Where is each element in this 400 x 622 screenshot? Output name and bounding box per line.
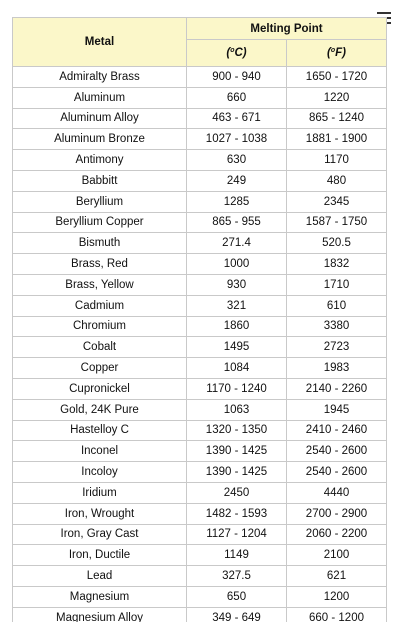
fahrenheit-cell: 4440 [287,482,387,503]
header-unit-c: ($^o$C) [187,40,287,67]
table-row [13,420,387,441]
fahrenheit-cell: 2140 - 2260 [287,378,387,399]
header-metal: Metal [13,18,187,67]
fahrenheit-cell: 1587 - 1750 [287,212,387,233]
table-row [13,358,387,379]
fahrenheit-cell: 621 [287,566,387,587]
table-row [13,607,387,622]
metal-cell: Aluminum Alloy [13,108,187,129]
celsius-cell: 1390 - 1425 [187,462,287,483]
table-row [13,274,387,295]
metal-cell: Admiralty Brass [13,67,187,88]
table-row [13,586,387,607]
celsius-cell: 1320 - 1350 [187,420,287,441]
celsius-cell: 463 - 671 [187,108,287,129]
metal-cell: Iron, Wrought [13,503,187,524]
table-row [13,337,387,358]
table-row [13,129,387,150]
fahrenheit-cell: 1710 [287,274,387,295]
celsius-cell: 249 [187,170,287,191]
metal-cell: Chromium [13,316,187,337]
celsius-cell: 900 - 940 [187,67,287,88]
celsius-cell: 630 [187,150,287,171]
table-row [13,378,387,399]
metal-cell: Magnesium [13,586,187,607]
fahrenheit-cell: 1983 [287,358,387,379]
metal-cell: Brass, Red [13,254,187,275]
table-row [13,67,387,88]
celsius-cell: 650 [187,586,287,607]
fahrenheit-cell: 520.5 [287,233,387,254]
metal-cell: Cobalt [13,337,187,358]
celsius-cell: 1000 [187,254,287,275]
celsius-cell: 271.4 [187,233,287,254]
table-row [13,233,387,254]
metal-cell: Beryllium Copper [13,212,187,233]
table-row [13,295,387,316]
metal-cell: Cadmium [13,295,187,316]
celsius-cell: 327.5 [187,566,287,587]
fahrenheit-cell: 1832 [287,254,387,275]
fahrenheit-cell: 2345 [287,191,387,212]
metal-cell: Aluminum [13,87,187,108]
table-row [13,108,387,129]
table-row [13,545,387,566]
header-unit-f: ($^o$F) [287,40,387,67]
fahrenheit-cell: 2540 - 2600 [287,462,387,483]
table-row [13,87,387,108]
header-melting-point: Melting Point [187,18,387,40]
fahrenheit-cell: 1170 [287,150,387,171]
fahrenheit-cell: 2723 [287,337,387,358]
metal-cell: Brass, Yellow [13,274,187,295]
celsius-cell: 1127 - 1204 [187,524,287,545]
fahrenheit-cell: 2700 - 2900 [287,503,387,524]
melting-point-table [12,17,387,622]
fahrenheit-cell: 2410 - 2460 [287,420,387,441]
celsius-cell: 349 - 649 [187,607,287,622]
fahrenheit-cell: 2060 - 2200 [287,524,387,545]
fahrenheit-cell: 2540 - 2600 [287,441,387,462]
fahrenheit-cell: 2100 [287,545,387,566]
celsius-cell: 1063 [187,399,287,420]
fahrenheit-cell: 1945 [287,399,387,420]
celsius-cell: 660 [187,87,287,108]
metal-cell: Antimony [13,150,187,171]
metal-cell: Cupronickel [13,378,187,399]
fahrenheit-cell: 1650 - 1720 [287,67,387,88]
metal-cell: Iron, Ductile [13,545,187,566]
table-row [13,212,387,233]
fahrenheit-cell: 1200 [287,586,387,607]
metal-cell: Iridium [13,482,187,503]
table-row [13,316,387,337]
celsius-cell: 1860 [187,316,287,337]
table-row [13,254,387,275]
fahrenheit-cell: 3380 [287,316,387,337]
fahrenheit-cell: 1220 [287,87,387,108]
fahrenheit-cell: 660 - 1200 [287,607,387,622]
metal-cell: Hastelloy C [13,420,187,441]
metal-cell: Lead [13,566,187,587]
celsius-cell: 1495 [187,337,287,358]
table-row [13,462,387,483]
metal-cell: Inconel [13,441,187,462]
metal-cell: Iron, Gray Cast [13,524,187,545]
metal-cell: Gold, 24K Pure [13,399,187,420]
metal-cell: Aluminum Bronze [13,129,187,150]
metal-cell: Incoloy [13,462,187,483]
table-row [13,170,387,191]
table-row [13,482,387,503]
metal-cell: Copper [13,358,187,379]
table-row [13,566,387,587]
celsius-cell: 1084 [187,358,287,379]
celsius-cell: 1285 [187,191,287,212]
fahrenheit-cell: 610 [287,295,387,316]
celsius-cell: 2450 [187,482,287,503]
table-row [13,399,387,420]
celsius-cell: 1149 [187,545,287,566]
celsius-cell: 1390 - 1425 [187,441,287,462]
celsius-cell: 930 [187,274,287,295]
metal-cell: Beryllium [13,191,187,212]
fahrenheit-cell: 480 [287,170,387,191]
fahrenheit-cell: 1881 - 1900 [287,129,387,150]
celsius-cell: 1170 - 1240 [187,378,287,399]
celsius-cell: 321 [187,295,287,316]
fahrenheit-cell: 865 - 1240 [287,108,387,129]
table-row [13,191,387,212]
table-row [13,524,387,545]
celsius-cell: 865 - 955 [187,212,287,233]
table-row [13,441,387,462]
metal-cell: Bismuth [13,233,187,254]
metal-cell: Babbitt [13,170,187,191]
metal-cell: Magnesium Alloy [13,607,187,622]
celsius-cell: 1482 - 1593 [187,503,287,524]
celsius-cell: 1027 - 1038 [187,129,287,150]
table-row [13,150,387,171]
table-row [13,503,387,524]
